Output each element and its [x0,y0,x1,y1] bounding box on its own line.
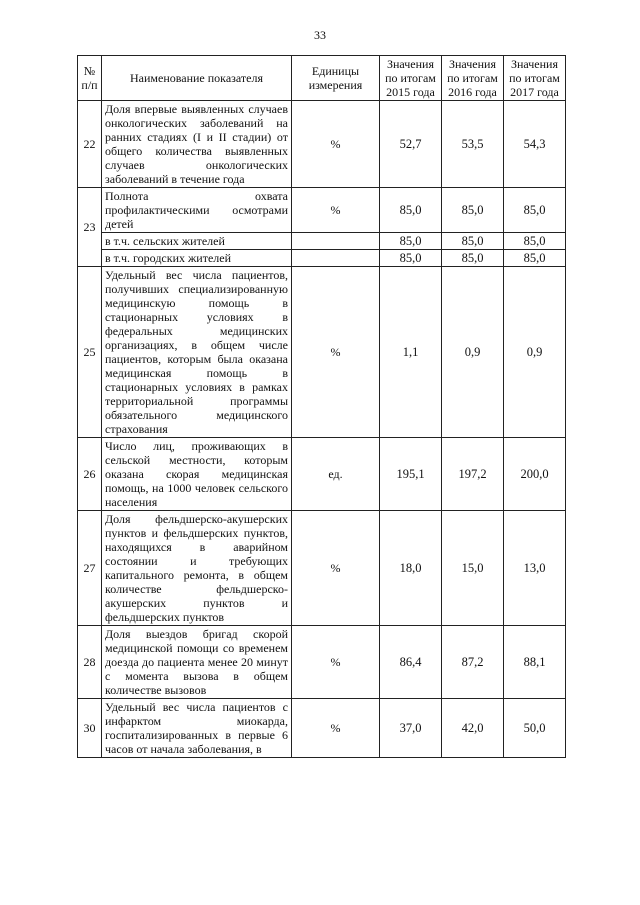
indicator-name: Удельный вес числа пациентов с инфарктом миокарда, госпитализированных в первые 6 часов от начала заболевания, в [102,699,292,758]
table-row [78,626,566,699]
table-row [78,250,566,267]
value-2017: 50,0 [504,699,566,758]
row-number: 25 [78,267,102,438]
unit-cell: % [292,188,380,233]
indicator-name: Число лиц, проживающих в сельской местности, которым оказана скорая медицинская помощь, на 1000 человек сельского населения [102,438,292,511]
indicators-table [77,55,566,758]
value-2017: 85,0 [504,233,566,250]
value-2017: 85,0 [504,188,566,233]
page-number: 33 [314,28,326,42]
unit-cell: % [292,101,380,188]
value-2015: 85,0 [380,188,442,233]
unit-cell: % [292,626,380,699]
header-2016: Значения по итогам 2016 года [442,56,504,101]
indicator-name: Доля фельдшерско-акушерских пунктов и фельдшерских пунктов, находящихся в аварийном состоянии и требующих капитального ремонта, в общем количестве фельдшерско-акушерских пунктов и фельдшерских пунктов [102,511,292,626]
header-name: Наименование показателя [102,56,292,101]
indicator-name: Полнота охвата профилактическими осмотрами детей [102,188,292,233]
row-number: 26 [78,438,102,511]
value-2016: 53,5 [442,101,504,188]
unit-cell: % [292,267,380,438]
row-number: 22 [78,101,102,188]
header-2017: Значения по итогам 2017 года [504,56,566,101]
header-2015: Значения по итогам 2015 года [380,56,442,101]
unit-cell [292,233,380,250]
table-row [78,188,566,233]
value-2016: 15,0 [442,511,504,626]
table-row [78,699,566,758]
value-2016: 85,0 [442,250,504,267]
value-2015: 52,7 [380,101,442,188]
value-2015: 37,0 [380,699,442,758]
unit-cell: % [292,699,380,758]
unit-cell: % [292,511,380,626]
row-number: 28 [78,626,102,699]
unit-cell: ед. [292,438,380,511]
header-unit: Единицы измерения [292,56,380,101]
table-header-row [78,56,566,101]
indicator-name: Доля выездов бригад скорой медицинской помощи со временем доезда до пациента менее 20 минут с момента вызова в общем количестве вызовов [102,626,292,699]
value-2017: 88,1 [504,626,566,699]
indicator-name: Доля впервые выявленных случаев онкологических заболеваний на ранних стадиях (I и II стадии) от общего количества выявленных случаев онкологических заболеваний в течение года [102,101,292,188]
header-num: № п/п [78,56,102,101]
value-2015: 1,1 [380,267,442,438]
value-2016: 0,9 [442,267,504,438]
row-number: 27 [78,511,102,626]
value-2015: 195,1 [380,438,442,511]
value-2015: 85,0 [380,233,442,250]
table-row [78,233,566,250]
value-2015: 18,0 [380,511,442,626]
value-2016: 85,0 [442,188,504,233]
value-2016: 87,2 [442,626,504,699]
row-number: 23 [78,188,102,267]
unit-cell [292,250,380,267]
table-row [78,101,566,188]
indicator-name: в т.ч. городских жителей [102,250,292,267]
value-2016: 197,2 [442,438,504,511]
indicator-name: Удельный вес числа пациентов, получивших специализированную медицинскую помощь в стационарных условиях в федеральных медицинских организациях, в общем числе пациентов, которым была оказана медицинская помощь в стационарных условиях в рамках территориальной программы обязательного медицинского страхования [102,267,292,438]
table-row [78,267,566,438]
value-2017: 13,0 [504,511,566,626]
value-2015: 86,4 [380,626,442,699]
table-row [78,438,566,511]
value-2015: 85,0 [380,250,442,267]
value-2017: 54,3 [504,101,566,188]
value-2017: 0,9 [504,267,566,438]
table-row [78,511,566,626]
value-2017: 85,0 [504,250,566,267]
row-number: 30 [78,699,102,758]
value-2017: 200,0 [504,438,566,511]
value-2016: 85,0 [442,233,504,250]
indicator-name: в т.ч. сельских жителей [102,233,292,250]
value-2016: 42,0 [442,699,504,758]
